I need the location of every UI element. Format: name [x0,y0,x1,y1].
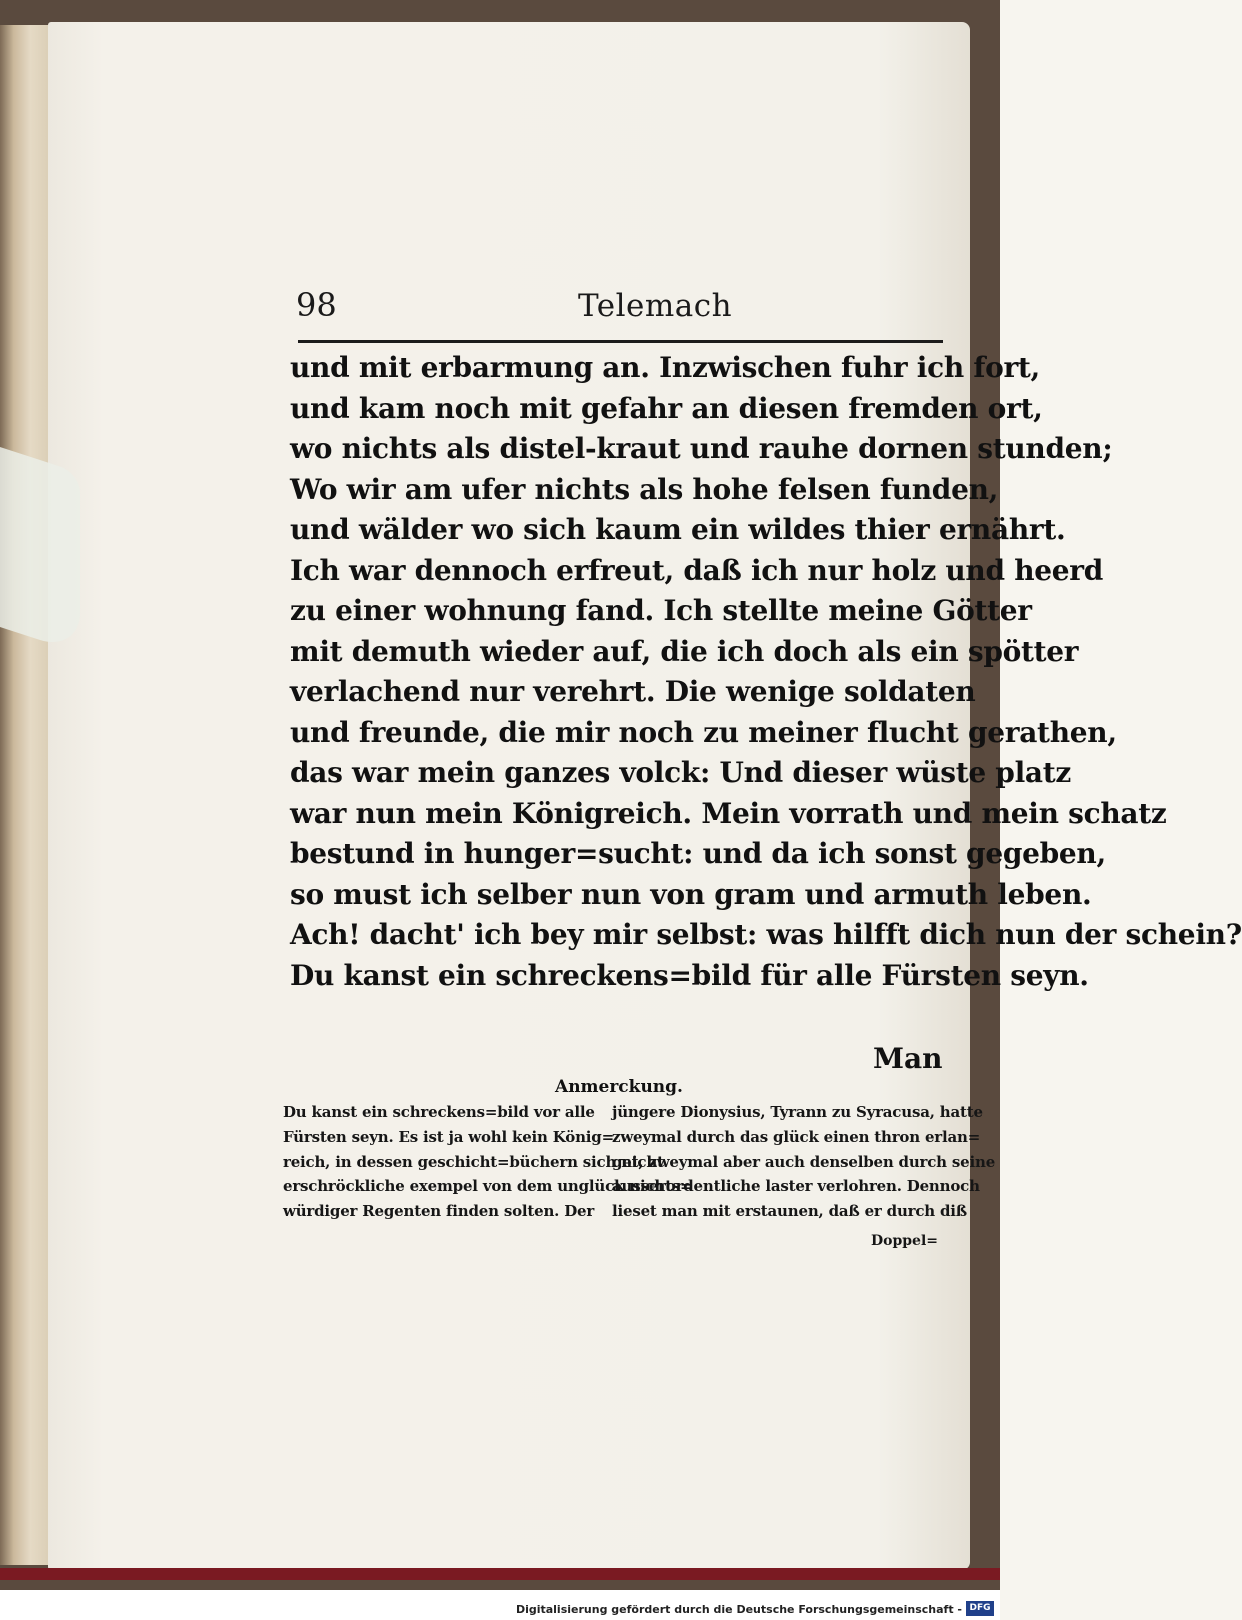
binding-edge [0,1568,1000,1580]
verse-line: zu einer wohnung fand. Ich stellte meine Götter [290,594,1032,627]
verse-line: so must ich selber nun von gram und armuth leben. [290,877,1092,911]
verse-line: verlachend nur verehrt. Die wenige soldaten [290,675,976,708]
dfg-credit: Digitalisierung gefördert durch die Deutsche Forschungsgemeinschaft - [515,1603,962,1616]
note-line: lieset man mit erstaunen, daß er durch diß [612,1202,967,1221]
verse-line: und mit erbarmung an. Inzwischen fuhr ich fort, [290,351,1040,384]
verse-line: und kam noch mit gefahr an diesen fremden ort, [290,391,1043,425]
verse-block [290,348,1242,996]
verse-line: wo nichts als distel-kraut und rauhe dornen stunden; [290,432,1113,465]
verse-line: und freunde, die mir noch zu meiner flucht gerathen, [290,715,1117,749]
running-title: Telemach [578,288,733,324]
note-line: Du kanst ein schreckens=bild vor alle [283,1103,595,1121]
verse-line: Du kanst ein schreckens=bild für alle Fürsten seyn. [290,958,1089,992]
page-number: 98 [296,286,337,324]
verse-line: Ich war dennoch erfreut, daß ich nur holz und heerd [290,553,1104,587]
note-line: zweymal durch das glück einen thron erlan= [612,1127,981,1146]
verse-line: war nun mein Königreich. Mein vorrath und mein schatz [290,796,1167,830]
note-line: erschröckliche exempel von dem unglück nichts= [283,1177,693,1196]
verse-line: mit demuth wieder auf, die ich doch als ein spötter [290,634,1079,668]
note-line: get, zweymal aber auch denselben durch seine [612,1152,996,1171]
page-edges [0,25,55,1565]
note-column-right [612,1100,996,1224]
verse-line: und wälder wo sich kaum ein wildes thier ernährt. [290,513,1066,546]
note-line: Fürsten seyn. Es ist ja wohl kein König= [283,1127,614,1146]
bookmark-strip [0,447,80,653]
running-head [296,280,944,330]
note-column-left [283,1100,693,1224]
catchword: Man [873,1042,943,1075]
note-line: reich, in dessen geschicht=büchern sich nicht [283,1152,664,1171]
note-heading: Anmerckung. [555,1077,683,1097]
note-catchword: Doppel= [871,1233,939,1249]
note-line: ausserordentliche laster verlohren. Dennoch [612,1177,980,1196]
header-rule [298,340,943,343]
note-line: jüngere Dionysius, Tyrann zu Syracusa, hatte [612,1103,983,1121]
dfg-logo: DFG [966,1601,994,1616]
verse-line: Ach! dacht' ich bey mir selbst: was hilfft dich nun der schein? [290,918,1242,951]
verse-line: Wo wir am ufer nichts als hohe felsen funden, [290,472,999,506]
note-line: würdiger Regenten finden solten. Der [283,1202,595,1221]
verse-line: bestund in hunger=sucht: und da ich sonst gegeben, [290,837,1106,870]
verse-line: das war mein ganzes volck: Und dieser wüste platz [290,756,1072,789]
